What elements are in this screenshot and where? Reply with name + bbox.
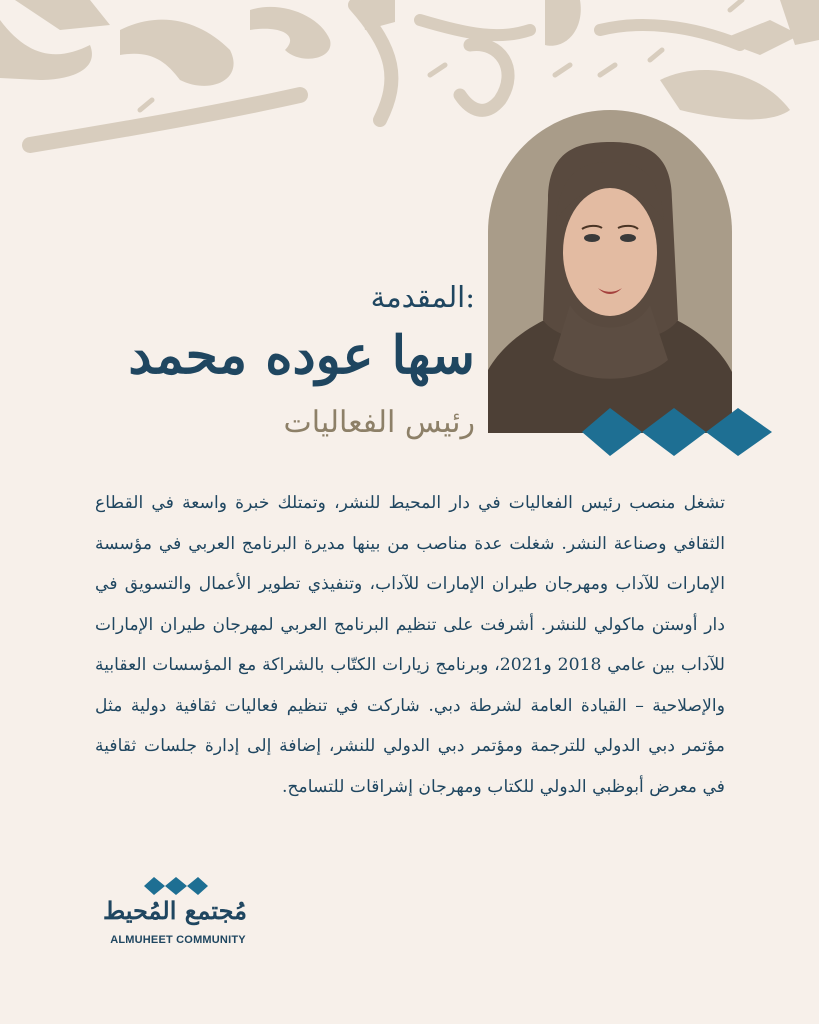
logo-latin-text: ALMUHEET COMMUNITY <box>110 934 246 946</box>
logo-diamonds-icon <box>144 876 208 896</box>
portrait-frame <box>488 110 732 433</box>
role-label: المقدمة: <box>370 280 475 314</box>
calligraphy-decoration <box>0 0 819 160</box>
presenter-title: رئيس الفعاليات <box>283 405 475 440</box>
portrait-photo-icon <box>488 110 732 433</box>
logo-arabic-text: مُجتمع المُحيط <box>103 896 247 925</box>
wave-decoration <box>582 404 772 460</box>
presenter-name: سها عوده محمد <box>128 325 475 386</box>
bio-paragraph: تشغل منصب رئيس الفعاليات في دار المحيط للنشر، وتمتلك خبرة واسعة في القطاع الثقافي وصناعة النشر. شغلت عدة مناصب من بينها مديرة البرنامج العربي في مؤسسة الإمارات للآداب ومهرجان طيران الإمارات للآداب، وتنفيذي تطوير الأعمال والتسويق في دار أوستن ماكولي للنشر. أشرفت على تنظيم البرنامج العربي لمهرجان طيران الإمارات للآداب بين عامي 2018 و2021، وبرنامج زيارات الكتّاب بالشراكة مع المؤسسات العقابية والإصلاحية – القيادة العامة لشرطة دبي. شاركت في تنظيم فعاليات ثقافية دولية مثل مؤتمر دبي الدولي للترجمة ومؤتمر دبي الدولي للنشر، إضافة إلى إدارة جلسات ثقافية في معرض أبوظبي الدولي للكتاب ومهرجان إشراقات للتسامح. <box>95 493 725 797</box>
